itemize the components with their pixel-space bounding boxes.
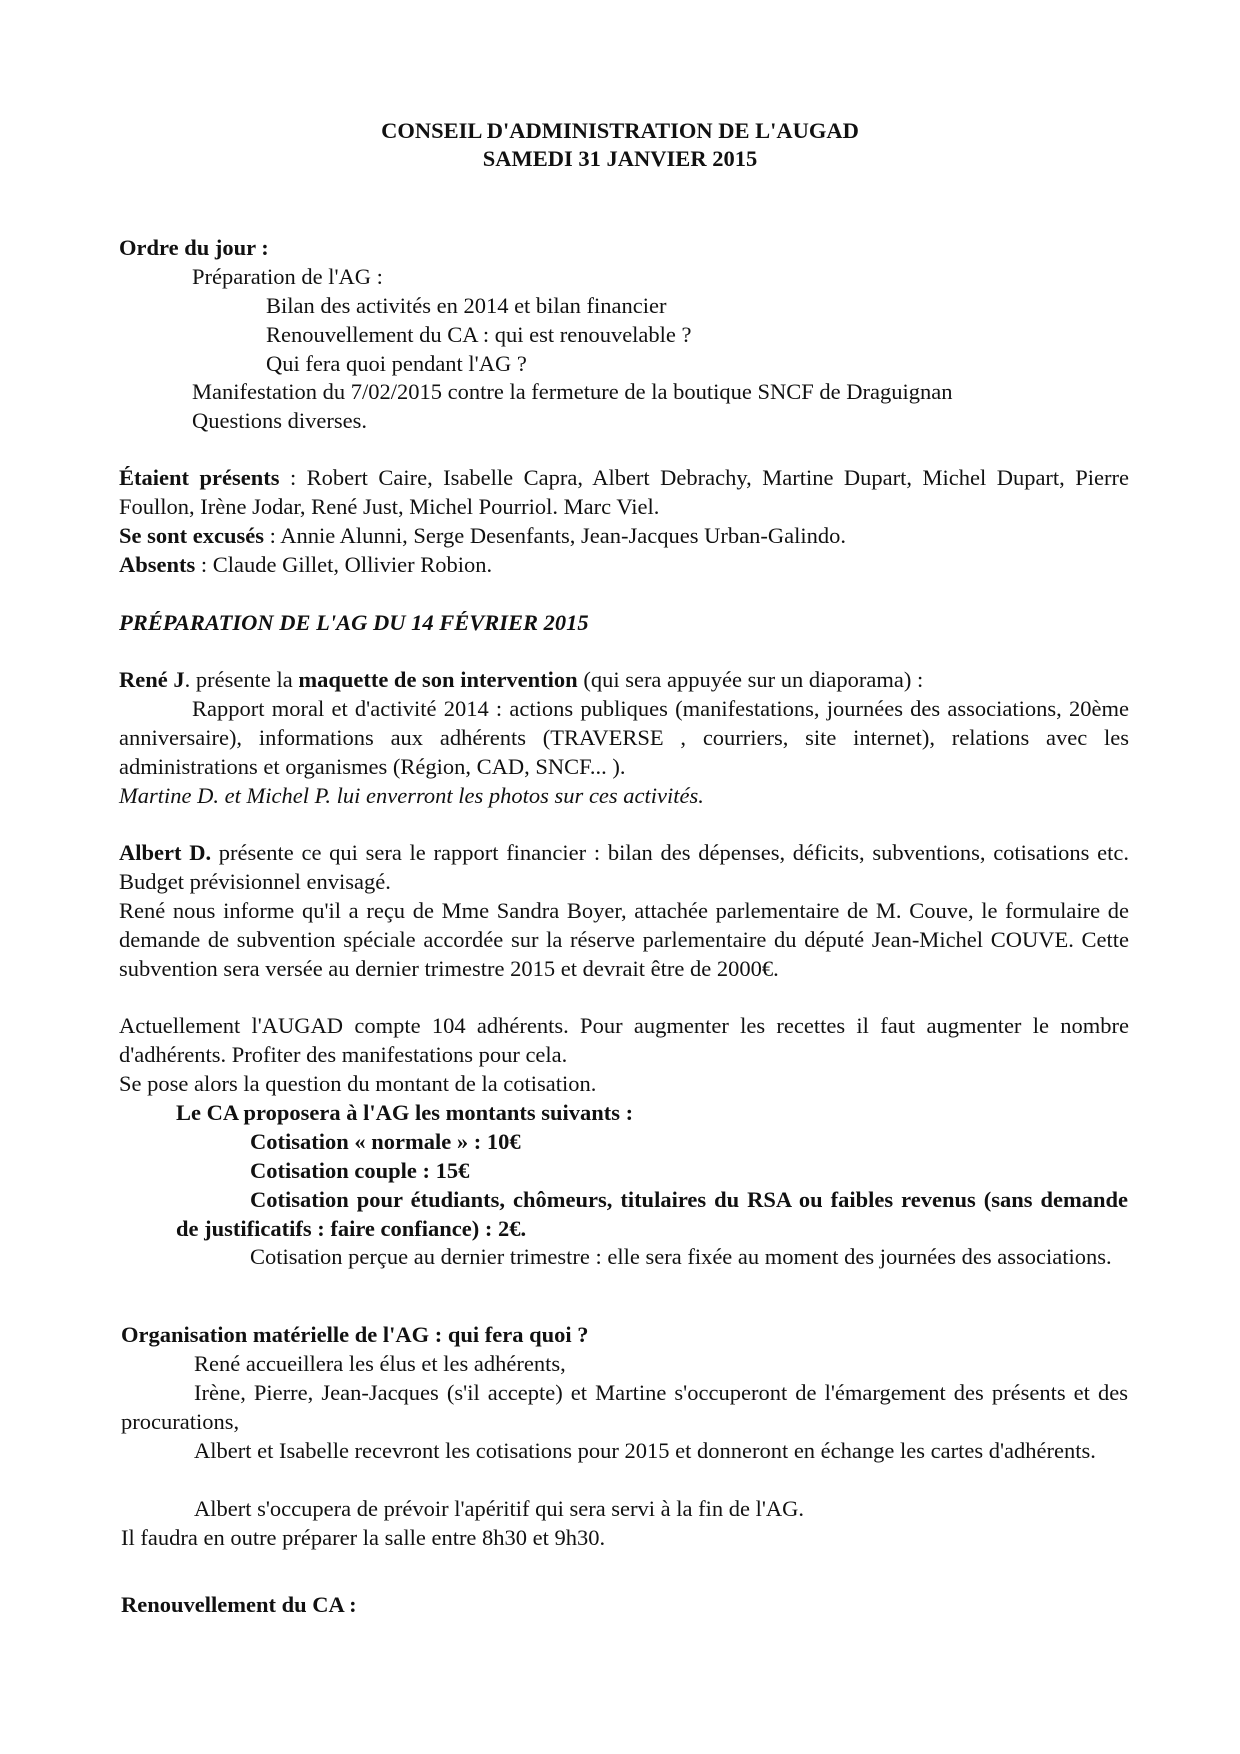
excused-list: : Annie Alunni, Serge Desenfants, Jean-Jacques Urban-Galindo.	[264, 523, 846, 548]
rapport-moral: Rapport moral et d'activité 2014 : actions publiques (manifestations, journées des associations, 20ème anniversaire), informations aux adhérents (TRAVERSE , courriers, site internet), relations avec les administrations et organismes (Région, CAD, SNCF... ).	[119, 696, 1129, 779]
orga-rene: René accueillera les élus et les adhérents,	[194, 1351, 566, 1376]
present-label: Étaient présents	[119, 465, 280, 490]
albert-text: présente ce qui sera le rapport financier : bilan des dépenses, déficits, subventions, cotisations etc. Budget prévisionnel envisagé.	[119, 840, 1129, 894]
cotisation-etudiants: Cotisation pour étudiants, chômeurs, titulaires du RSA ou faibles revenus (sans demande de justificatifs : faire confiance) : 2€.	[176, 1187, 1128, 1241]
agenda-heading: Ordre du jour :	[119, 235, 269, 260]
orga-cotisations: Albert et Isabelle recevront les cotisations pour 2015 et donneront en échange les cartes d'adhérents.	[194, 1438, 1096, 1463]
rene-text-1: . présente la	[184, 667, 299, 692]
agenda-item-1: Préparation de l'AG :	[192, 264, 383, 289]
orga-aperitif: Albert s'occupera de prévoir l'apéritif qui sera servi à la fin de l'AG.	[194, 1496, 805, 1521]
orga-emargement: Irène, Pierre, Jean-Jacques (s'il accepte) et Martine s'occuperont de l'émargement des présents et des procurations,	[121, 1380, 1128, 1434]
title-line-1: CONSEIL D'ADMINISTRATION DE L'AUGAD	[381, 118, 859, 143]
rene-maquette: maquette de son intervention	[298, 667, 578, 692]
agenda-subitem-2: Renouvellement du CA : qui est renouvelable ?	[266, 322, 692, 347]
section-heading-preparation: PRÉPARATION DE L'AG DU 14 FÉVRIER 2015	[119, 610, 589, 635]
rene-intro	[119, 665, 1129, 694]
agenda-item-3: Questions diverses.	[192, 408, 367, 433]
excused-label: Se sont excusés	[119, 523, 264, 548]
photos-note: Martine D. et Michel P. lui enverront les photos sur ces activités.	[119, 783, 704, 808]
agenda-subitem-1: Bilan des activités en 2014 et bilan financier	[266, 293, 667, 318]
document-title	[0, 117, 1240, 173]
agenda-subitem-3: Qui fera quoi pendant l'AG ?	[266, 351, 527, 376]
attendance-excused	[119, 521, 1129, 550]
orga-salle: Il faudra en outre préparer la salle entre 8h30 et 9h30.	[121, 1525, 606, 1550]
attendance-absent	[119, 550, 1129, 579]
ca-proposal: Le CA proposera à l'AG les montants suivants :	[176, 1100, 634, 1125]
section-heading-organisation: Organisation matérielle de l'AG : qui fera quoi ?	[121, 1322, 589, 1347]
absent-list: : Claude Gillet, Ollivier Robion.	[195, 552, 493, 577]
cotisation-trimestre: Cotisation perçue au dernier trimestre : elle sera fixée au moment des journées des associations.	[250, 1244, 1112, 1269]
cotisation-couple: Cotisation couple : 15€	[250, 1158, 470, 1183]
title-line-2: SAMEDI 31 JANVIER 2015	[482, 146, 758, 171]
cotisation-question: Se pose alors la question du montant de la cotisation.	[119, 1071, 597, 1096]
cotisation-normale: Cotisation « normale » : 10€	[250, 1129, 521, 1154]
rene-name: René J	[119, 667, 185, 692]
albert-rapport	[119, 838, 1129, 896]
adherents-paragraph: Actuellement l'AUGAD compte 104 adhérents. Pour augmenter les recettes il faut augmenter le nombre d'adhérents. Profiter des manifestations pour cela.	[119, 1013, 1129, 1067]
section-heading-renouvellement: Renouvellement du CA :	[121, 1592, 357, 1617]
present-list: : Robert Caire, Isabelle Capra, Albert Debrachy, Martine Dupart, Michel Dupart, Pierre Foullon, Irène Jodar, René Just, Michel Pourriol. Marc Viel.	[119, 465, 1129, 519]
agenda-item-2: Manifestation du 7/02/2015 contre la fermeture de la boutique SNCF de Draguignan	[192, 379, 953, 404]
absent-label: Absents	[119, 552, 196, 577]
subvention-paragraph: René nous informe qu'il a reçu de Mme Sandra Boyer, attachée parlementaire de M. Couve, le formulaire de demande de subvention spéciale accordée sur la réserve parlementaire du député Jean-Michel COUVE. Cette subvention sera versée au dernier trimestre 2015 et devrait être de 2000€.	[119, 898, 1129, 981]
albert-name: Albert D.	[119, 840, 212, 865]
rene-text-2: (qui sera appuyée sur un diaporama) :	[577, 667, 924, 692]
attendance-present	[119, 463, 1129, 521]
